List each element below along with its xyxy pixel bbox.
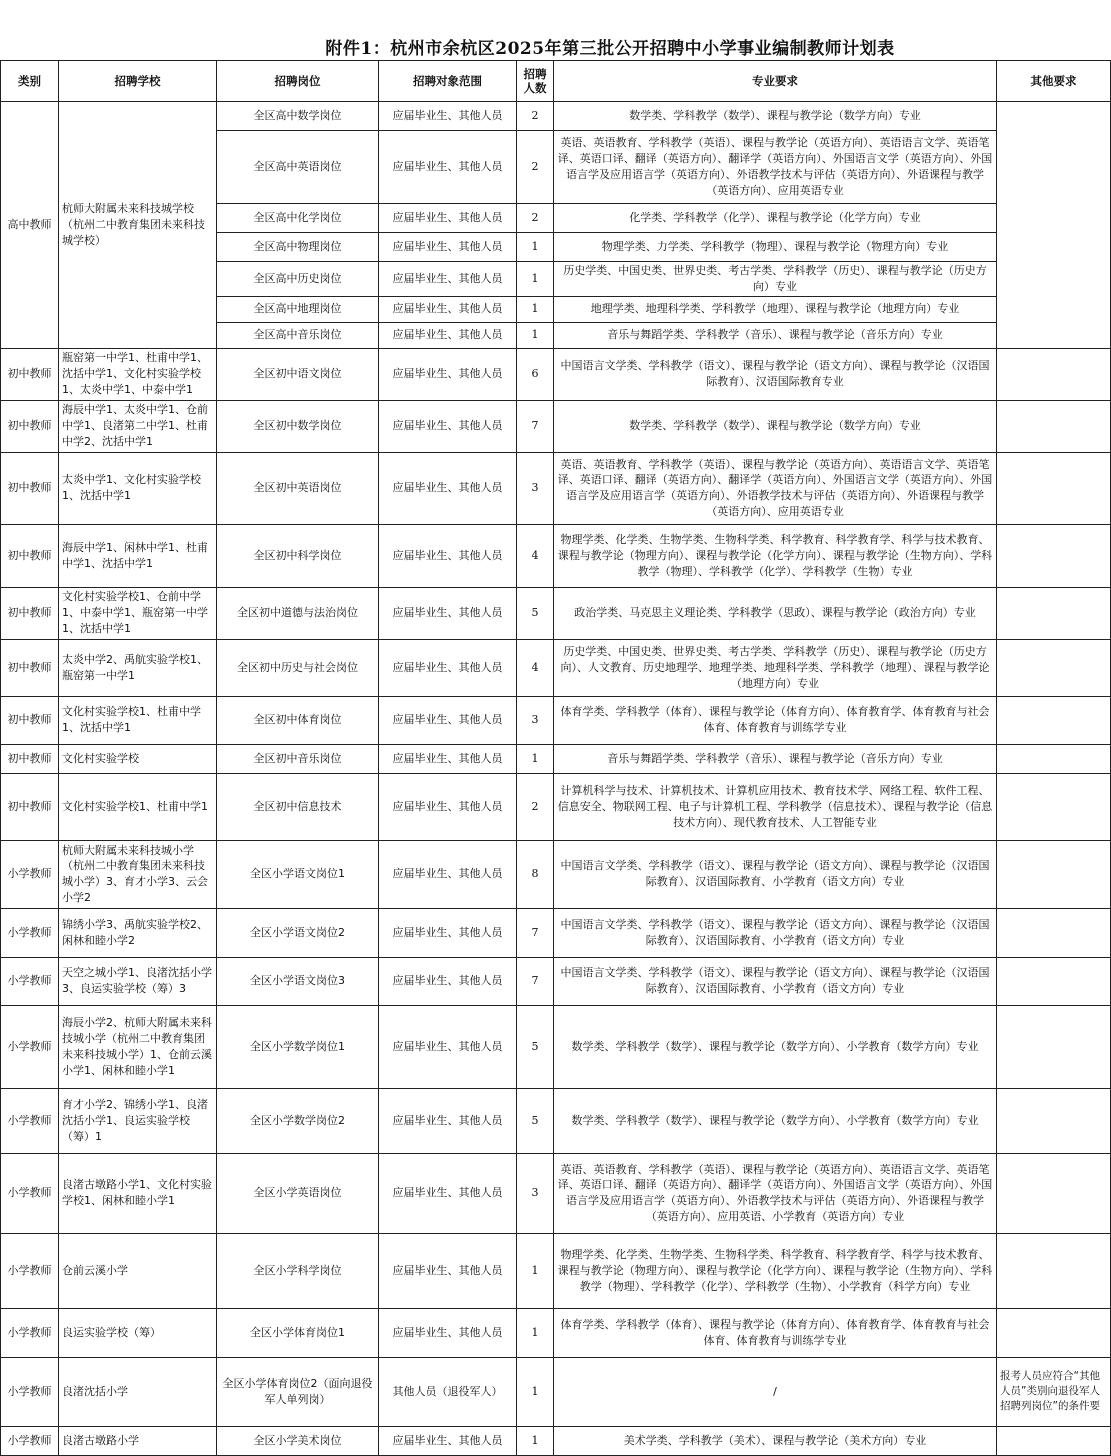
major-cell: 政治学类、马克思主义理论类、学科教学（思政）、课程与教学论（政治方向）专业 — [554, 587, 997, 639]
table-row — [1, 1153, 1111, 1233]
category-cell: 小学教师 — [1, 908, 59, 957]
scope-cell: 应届毕业生、其他人员 — [379, 840, 517, 908]
post-cell: 全区小学数学岗位2 — [217, 1088, 379, 1153]
count-cell: 1 — [517, 1426, 554, 1455]
post-cell: 全区小学数学岗位1 — [217, 1005, 379, 1088]
count-cell: 6 — [517, 348, 554, 400]
table-row — [1, 1308, 1111, 1357]
post-cell: 全区小学体育岗位2（面向退役军人单列岗） — [217, 1357, 379, 1426]
category-cell: 小学教师 — [1, 957, 59, 1005]
major-cell: 数学类、学科教学（数学）、课程与教学论（数学方向）专业 — [554, 400, 997, 452]
major-cell: 音乐与舞蹈学类、学科教学（音乐）、课程与教学论（音乐方向）专业 — [554, 322, 997, 348]
count-cell: 5 — [517, 1088, 554, 1153]
count-cell: 2 — [517, 773, 554, 840]
count-cell: 2 — [517, 204, 554, 233]
count-cell: 1 — [517, 233, 554, 262]
count-cell: 3 — [517, 452, 554, 524]
post-cell: 全区高中历史岗位 — [217, 262, 379, 297]
post-cell: 全区高中化学岗位 — [217, 204, 379, 233]
post-cell: 全区高中物理岗位 — [217, 233, 379, 262]
post-cell: 全区小学体育岗位1 — [217, 1308, 379, 1357]
table-row — [1, 400, 1111, 452]
post-cell: 全区小学语文岗位3 — [217, 957, 379, 1005]
school-cell: 良渚沈括小学 — [59, 1357, 217, 1426]
count-cell: 2 — [517, 131, 554, 204]
header-scope: 招聘对象范围 — [379, 61, 517, 102]
other-cell — [997, 1426, 1111, 1455]
count-cell: 7 — [517, 957, 554, 1005]
count-cell: 8 — [517, 840, 554, 908]
major-cell: 英语、英语教育、学科教学（英语）、课程与教学论（英语方向）、英语语言文学、英语笔译、英语口译、翻译（英语方向）、翻译学（英语方向）、外国语言文学（英语方向）、外国语言学及应用语言学（英语方向）、外语教学技术与评估（英语方向）、外语课程与教学（英语方向）、应用英语、小学教育（英语方向）专业 — [554, 1153, 997, 1233]
post-cell: 全区初中数学岗位 — [217, 400, 379, 452]
scope-cell: 应届毕业生、其他人员 — [379, 524, 517, 587]
other-cell — [997, 400, 1111, 452]
major-cell: 计算机科学与技术、计算机技术、计算机应用技术、教育技术学、网络工程、软件工程、信息安全、物联网工程、电子与计算机工程、学科教学（信息技术）、课程与教学论（信息技术方向）、现代教育技术、人工智能专业 — [554, 773, 997, 840]
school-cell: 文化村实验学校1、仓前中学1、中泰中学1、瓶窑第一中学1、沈括中学1 — [59, 587, 217, 639]
major-cell: 音乐与舞蹈学类、学科教学（音乐）、课程与教学论（音乐方向）专业 — [554, 744, 997, 773]
major-cell: 化学类、学科教学（化学）、课程与教学论（化学方向）专业 — [554, 204, 997, 233]
category-cell: 小学教师 — [1, 1357, 59, 1426]
major-cell: 英语、英语教育、学科教学（英语）、课程与教学论（英语方向）、英语语言文学、英语笔译、英语口译、翻译（英语方向）、翻译学（英语方向）、外国语言文学（英语方向）、外国语言学及应用语言学（英语方向）、外语教学技术与评估（英语方向）、外语课程与教学（英语方向）、应用英语专业 — [554, 131, 997, 204]
other-cell — [997, 773, 1111, 840]
scope-cell: 应届毕业生、其他人员 — [379, 587, 517, 639]
post-cell: 全区初中科学岗位 — [217, 524, 379, 587]
other-cell — [997, 908, 1111, 957]
table-row — [1, 744, 1111, 773]
table-row — [1, 1357, 1111, 1426]
category-cell: 初中教师 — [1, 744, 59, 773]
header-school: 招聘学校 — [59, 61, 217, 102]
post-cell: 全区初中英语岗位 — [217, 452, 379, 524]
scope-cell: 应届毕业生、其他人员 — [379, 233, 517, 262]
category-cell: 初中教师 — [1, 524, 59, 587]
table-row — [1, 639, 1111, 696]
scope-cell: 应届毕业生、其他人员 — [379, 348, 517, 400]
major-cell: 中国语言文学类、学科教学（语文）、课程与教学论（语文方向）、课程与教学论（汉语国际教育）、汉语国际教育、小学教育（语文方向）专业 — [554, 957, 997, 1005]
major-cell: 物理学类、化学类、生物学类、生物科学类、科学教育、科学教育学、科学与技术教育、课程与教学论（物理方向）、课程与教学论（化学方向）、课程与教学论（生物方向）、学科教学（物理）、学科教学（化学）、学科教学（生物）、小学教育（科学方向）专业 — [554, 1233, 997, 1308]
scope-cell: 应届毕业生、其他人员 — [379, 696, 517, 744]
post-cell: 全区高中数学岗位 — [217, 102, 379, 131]
other-cell — [997, 957, 1111, 1005]
other-cell — [997, 452, 1111, 524]
post-cell: 全区初中体育岗位 — [217, 696, 379, 744]
category-cell: 小学教师 — [1, 1308, 59, 1357]
header-count: 招聘人数 — [517, 61, 554, 102]
other-cell — [997, 1005, 1111, 1088]
table-row — [1, 1088, 1111, 1153]
scope-cell: 应届毕业生、其他人员 — [379, 1308, 517, 1357]
other-cell — [997, 1233, 1111, 1308]
scope-cell: 应届毕业生、其他人员 — [379, 957, 517, 1005]
post-cell: 全区小学语文岗位2 — [217, 908, 379, 957]
table-row — [1, 1233, 1111, 1308]
count-cell: 1 — [517, 322, 554, 348]
other-cell — [997, 639, 1111, 696]
school-cell: 瓶窑第一中学1、杜甫中学1、沈括中学1、文化村实验学校1、太炎中学1、中泰中学1 — [59, 348, 217, 400]
table-row — [1, 452, 1111, 524]
count-cell: 1 — [517, 296, 554, 322]
count-cell: 1 — [517, 1308, 554, 1357]
school-cell: 锦绣小学3、禹航实验学校2、闲林和睦小学2 — [59, 908, 217, 957]
major-cell: 英语、英语教育、学科教学（英语）、课程与教学论（英语方向）、英语语言文学、英语笔译、英语口译、翻译（英语方向）、翻译学（英语方向）、外国语言文学（英语方向）、外国语言学及应用语言学（英语方向）、外语教学技术与评估（英语方向）、外语课程与教学（英语方向）、应用英语专业 — [554, 452, 997, 524]
school-cell: 太炎中学1、文化村实验学校1、沈括中学1 — [59, 452, 217, 524]
post-cell: 全区小学科学岗位 — [217, 1233, 379, 1308]
category-cell: 小学教师 — [1, 840, 59, 908]
header-major: 专业要求 — [554, 61, 997, 102]
other-cell — [997, 1088, 1111, 1153]
scope-cell: 应届毕业生、其他人员 — [379, 102, 517, 131]
count-cell: 7 — [517, 400, 554, 452]
major-cell: 物理学类、力学类、学科教学（物理）、课程与教学论（物理方向）专业 — [554, 233, 997, 262]
header-other: 其他要求 — [997, 61, 1111, 102]
scope-cell: 应届毕业生、其他人员 — [379, 1005, 517, 1088]
major-cell: 体育学类、学科教学（体育）、课程与教学论（体育方向）、体育教育学、体育教育与社会体育、体育教育与训练学专业 — [554, 1308, 997, 1357]
category-cell: 小学教师 — [1, 1005, 59, 1088]
school-cell: 文化村实验学校 — [59, 744, 217, 773]
scope-cell: 应届毕业生、其他人员 — [379, 296, 517, 322]
count-cell: 1 — [517, 1233, 554, 1308]
count-cell: 1 — [517, 262, 554, 297]
header-post: 招聘岗位 — [217, 61, 379, 102]
major-cell: 体育学类、学科教学（体育）、课程与教学论（体育方向）、体育教育学、体育教育与社会体育、体育教育与训练学专业 — [554, 696, 997, 744]
major-cell: 历史学类、中国史类、世界史类、考古学类、学科教学（历史）、课程与教学论（历史方向）专业 — [554, 262, 997, 297]
major-cell: 历史学类、中国史类、世界史类、考古学类、学科教学（历史）、课程与教学论（历史方向）、人文教育、历史地理学、地理学类、地理科学类、学科教学（地理）、课程与教学论（地理方向）专业 — [554, 639, 997, 696]
post-cell: 全区高中英语岗位 — [217, 131, 379, 204]
table-row — [1, 840, 1111, 908]
school-cell: 良运实验学校（筹） — [59, 1308, 217, 1357]
count-cell: 7 — [517, 908, 554, 957]
major-cell: 数学类、学科教学（数学）、课程与教学论（数学方向）、小学教育（数学方向）专业 — [554, 1005, 997, 1088]
category-cell: 小学教师 — [1, 1088, 59, 1153]
school-cell: 良渚古墩路小学1、文化村实验学校1、闲林和睦小学1 — [59, 1153, 217, 1233]
scope-cell: 应届毕业生、其他人员 — [379, 1088, 517, 1153]
post-cell: 全区初中道德与法治岗位 — [217, 587, 379, 639]
other-cell — [997, 1153, 1111, 1233]
major-cell: 中国语言文学类、学科教学（语文）、课程与教学论（语文方向）、课程与教学论（汉语国际教育）、汉语国际教育、小学教育（语文方向）专业 — [554, 908, 997, 957]
major-cell: 美术学类、学科教学（美术）、课程与教学论（美术方向）专业 — [554, 1426, 997, 1455]
count-cell: 4 — [517, 524, 554, 587]
other-cell — [997, 524, 1111, 587]
category-cell: 初中教师 — [1, 696, 59, 744]
count-cell: 3 — [517, 1153, 554, 1233]
count-cell: 4 — [517, 639, 554, 696]
category-cell: 小学教师 — [1, 1426, 59, 1455]
school-cell: 杭师大附属未来科技城小学（杭州二中教育集团未来科技城小学）3、育才小学3、云会小学2 — [59, 840, 217, 908]
table-row — [1, 102, 1111, 131]
count-cell: 1 — [517, 1357, 554, 1426]
post-cell: 全区小学语文岗位1 — [217, 840, 379, 908]
major-cell: / — [554, 1357, 997, 1426]
other-cell — [997, 744, 1111, 773]
major-cell: 数学类、学科教学（数学）、课程与教学论（数学方向）、小学教育（数学方向）专业 — [554, 1088, 997, 1153]
other-cell — [997, 587, 1111, 639]
table-row — [1, 348, 1111, 400]
post-cell: 全区初中信息技术 — [217, 773, 379, 840]
school-cell: 太炎中学2、禹航实验学校1、瓶窑第一中学1 — [59, 639, 217, 696]
recruitment-plan-table — [0, 60, 1111, 1456]
table-row — [1, 1426, 1111, 1455]
category-cell: 初中教师 — [1, 587, 59, 639]
major-cell: 中国语言文学类、学科教学（语文）、课程与教学论（语文方向）、课程与教学论（汉语国际教育）、汉语国际教育专业 — [554, 348, 997, 400]
scope-cell: 应届毕业生、其他人员 — [379, 131, 517, 204]
table-row — [1, 696, 1111, 744]
school-cell: 文化村实验学校1、杜甫中学1、沈括中学1 — [59, 696, 217, 744]
school-cell: 杭师大附属未来科技城学校（杭州二中教育集团未来科技城学校） — [59, 102, 217, 349]
scope-cell: 其他人员（退役军人） — [379, 1357, 517, 1426]
post-cell: 全区小学英语岗位 — [217, 1153, 379, 1233]
scope-cell: 应届毕业生、其他人员 — [379, 204, 517, 233]
count-cell: 5 — [517, 587, 554, 639]
other-cell — [997, 348, 1111, 400]
table-row — [1, 773, 1111, 840]
post-cell: 全区初中音乐岗位 — [217, 744, 379, 773]
count-cell: 5 — [517, 1005, 554, 1088]
table-row — [1, 1005, 1111, 1088]
scope-cell: 应届毕业生、其他人员 — [379, 400, 517, 452]
other-cell — [997, 1308, 1111, 1357]
school-cell: 海辰小学2、杭师大附属未来科技城小学（杭州二中教育集团未来科技城小学）1、仓前云溪小学1、闲林和睦小学1 — [59, 1005, 217, 1088]
school-cell: 文化村实验学校1、杜甫中学1 — [59, 773, 217, 840]
school-cell: 良渚古墩路小学 — [59, 1426, 217, 1455]
category-cell: 高中教师 — [1, 102, 59, 349]
category-cell: 初中教师 — [1, 452, 59, 524]
table-row — [1, 908, 1111, 957]
table-row — [1, 524, 1111, 587]
school-cell: 天空之城小学1、良渚沈括小学3、良运实验学校（筹）3 — [59, 957, 217, 1005]
other-cell: 报考人员应符合“其他人员”类别向退役军人招聘列岗位”的条件要 — [997, 1357, 1111, 1426]
post-cell: 全区高中地理岗位 — [217, 296, 379, 322]
header-category: 类别 — [1, 61, 59, 102]
scope-cell: 应届毕业生、其他人员 — [379, 908, 517, 957]
other-cell — [997, 840, 1111, 908]
post-cell: 全区初中语文岗位 — [217, 348, 379, 400]
page-title: 附件1：杭州市余杭区2025年第三批公开招聘中小学事业编制教师计划表 — [325, 39, 895, 59]
count-cell: 2 — [517, 102, 554, 131]
major-cell: 数学类、学科教学（数学）、课程与教学论（数学方向）专业 — [554, 102, 997, 131]
category-cell: 初中教师 — [1, 639, 59, 696]
category-cell: 初中教师 — [1, 773, 59, 840]
table-row — [1, 957, 1111, 1005]
category-cell: 小学教师 — [1, 1153, 59, 1233]
category-cell: 初中教师 — [1, 400, 59, 452]
table-row — [1, 587, 1111, 639]
scope-cell: 应届毕业生、其他人员 — [379, 773, 517, 840]
post-cell: 全区高中音乐岗位 — [217, 322, 379, 348]
scope-cell: 应届毕业生、其他人员 — [379, 744, 517, 773]
other-cell — [997, 102, 1111, 349]
scope-cell: 应届毕业生、其他人员 — [379, 262, 517, 297]
school-cell: 海辰中学1、太炎中学1、仓前中学1、良渚第二中学1、杜甫中学2、沈括中学1 — [59, 400, 217, 452]
school-cell: 海辰中学1、闲林中学1、杜甫中学1、沈括中学1 — [59, 524, 217, 587]
count-cell: 1 — [517, 744, 554, 773]
count-cell: 3 — [517, 696, 554, 744]
other-cell — [997, 696, 1111, 744]
post-cell: 全区小学美术岗位 — [217, 1426, 379, 1455]
scope-cell: 应届毕业生、其他人员 — [379, 452, 517, 524]
scope-cell: 应届毕业生、其他人员 — [379, 322, 517, 348]
category-cell: 小学教师 — [1, 1233, 59, 1308]
post-cell: 全区初中历史与社会岗位 — [217, 639, 379, 696]
scope-cell: 应届毕业生、其他人员 — [379, 639, 517, 696]
school-cell: 育才小学2、锦绣小学1、良渚沈括小学1、良运实验学校（筹）1 — [59, 1088, 217, 1153]
major-cell: 中国语言文学类、学科教学（语文）、课程与教学论（语文方向）、课程与教学论（汉语国际教育）、汉语国际教育、小学教育（语文方向）专业 — [554, 840, 997, 908]
scope-cell: 应届毕业生、其他人员 — [379, 1233, 517, 1308]
header-row — [1, 61, 1111, 102]
category-cell: 初中教师 — [1, 348, 59, 400]
scope-cell: 应届毕业生、其他人员 — [379, 1426, 517, 1455]
scope-cell: 应届毕业生、其他人员 — [379, 1153, 517, 1233]
major-cell: 物理学类、化学类、生物学类、生物科学类、科学教育、科学教育学、科学与技术教育、课程与教学论（物理方向）、课程与教学论（化学方向）、课程与教学论（生物方向）、学科教学（物理）、学科教学（化学）、学科教学（生物）专业 — [554, 524, 997, 587]
major-cell: 地理学类、地理科学类、学科教学（地理）、课程与教学论（地理方向）专业 — [554, 296, 997, 322]
school-cell: 仓前云溪小学 — [59, 1233, 217, 1308]
